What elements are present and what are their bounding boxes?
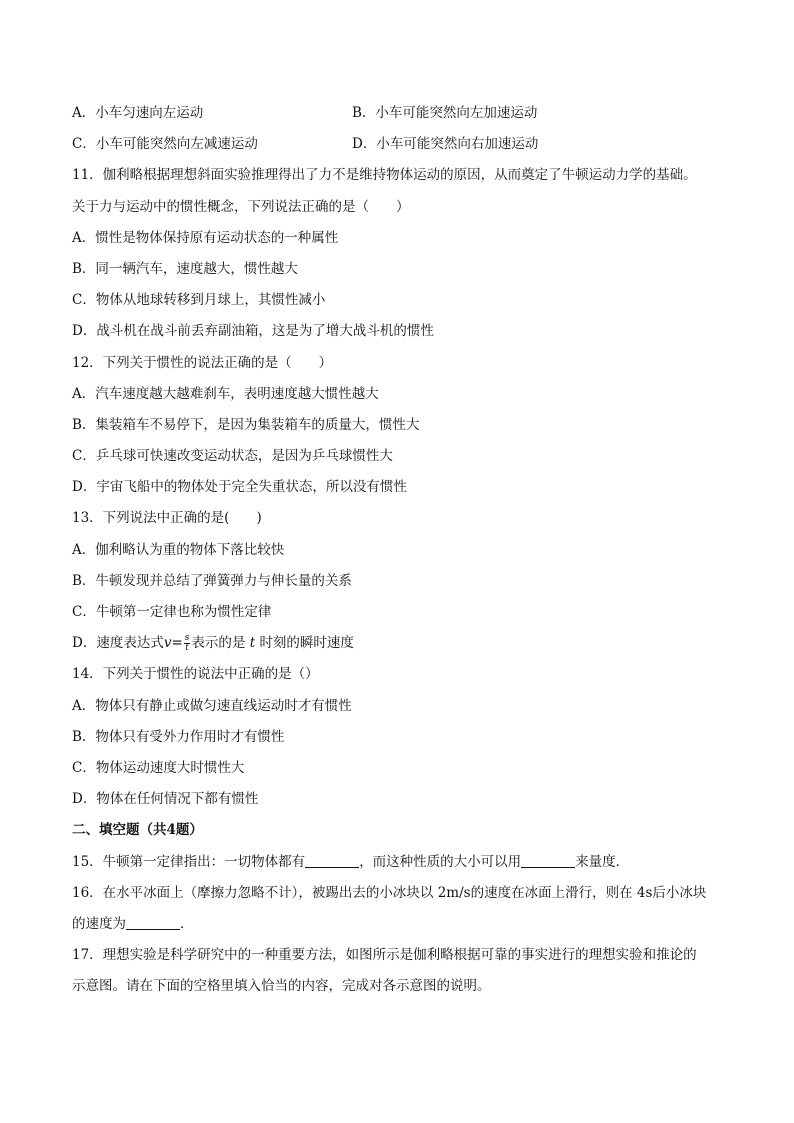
q10-option-d: D．小车可能突然向右加速运动 [352, 136, 539, 153]
formula-t: t [249, 635, 256, 652]
section-heading-fill-in: 二、填空题（共4题） [72, 822, 203, 839]
q10-options-row-2 [72, 129, 732, 160]
q12-option-c: C．乒乓球可快速改变运动状态，是因为乒乓球惯性大 [72, 448, 393, 465]
q10-option-b: B．小车可能突然向左加速运动 [352, 105, 538, 121]
formula-fraction [184, 634, 191, 653]
q13-option-d-prefix: D．速度表达式 [72, 635, 164, 652]
q11-option-c: C．物体从地球转移到月球上，其惯性减小 [72, 292, 326, 309]
fraction-denominator: t [185, 643, 189, 654]
q11-option-d: D．战斗机在战斗前丢弃副油箱，这是为了增大战斗机的惯性 [72, 323, 434, 340]
q11-stem-line-2: 关于力与运动中的惯性概念，下列说法正确的是（ ） [72, 198, 410, 215]
q15-blank-1[interactable] [305, 853, 359, 868]
q16-line-2-end: ． [180, 915, 194, 932]
q13-option-a: A．伽利略认为重的物体下落比较快 [72, 541, 285, 558]
fraction-numerator: s [184, 633, 190, 644]
q13-option-d [72, 628, 732, 659]
q12-stem: 12．下列关于惯性的说法正确的是（ ） [72, 354, 333, 371]
q13-option-d-suffix: 时刻的瞬时速度 [259, 635, 354, 652]
q16-line-2-text: 的速度为 [72, 915, 126, 932]
q13-stem: 13．下列说法中正确的是( ) [72, 510, 262, 527]
q15-blank-2[interactable] [521, 853, 575, 868]
document-page [72, 98, 732, 1002]
q11-option-a: A．惯性是物体保持原有运动状态的一种属性 [72, 229, 339, 246]
q14-stem: 14．下列关于惯性的说法中正确的是（） [72, 666, 319, 683]
q10-option-c: C．小车可能突然向左减速运动 [72, 136, 258, 153]
q16-blank[interactable] [126, 915, 180, 930]
q15-part-2: ，而这种性质的大小可以用 [359, 853, 522, 870]
q13-option-b: B．牛顿发现并总结了弹簧弹力与伸长量的关系 [72, 572, 352, 589]
q14-option-a: A．物体只有静止或做匀速直线运动时才有惯性 [72, 697, 352, 714]
q16-line-2 [72, 909, 732, 940]
q14-option-c: C．物体运动速度大时惯性大 [72, 759, 245, 776]
q15-part-1: 15．牛顿第一定律指出：一切物体都有 [72, 853, 306, 870]
q13-option-d-mid: 表示的是 [191, 635, 246, 652]
q11-stem-line-1: 11．伽利略根据理想斜面实验推理得出了力不是维持物体运动的原因，从而奠定了牛顿运动力学的基础。 [72, 167, 697, 184]
formula-equals: = [171, 635, 183, 652]
q15-line [72, 847, 732, 878]
q12-option-a: A．汽车速度越大越难刹车，表明速度越大惯性越大 [72, 385, 379, 402]
formula-v: v [163, 635, 172, 652]
q12-option-d: D．宇宙飞船中的物体处于完全失重状态，所以没有惯性 [72, 479, 407, 496]
q10-options-row-1 [72, 98, 732, 129]
q12-option-b: B．集装箱车不易停下，是因为集装箱车的质量大，惯性大 [72, 416, 420, 433]
q15-part-3: 来量度． [575, 853, 630, 870]
q17-line-2: 示意图。请在下面的空格里填入恰当的内容，完成对各示意图的说明。 [72, 978, 491, 995]
q10-option-a: A．小车匀速向左运动 [72, 105, 204, 121]
q11-option-b: B．同一辆汽车，速度越大，惯性越大 [72, 260, 298, 277]
q16-line-1: 16．在水平冰面上（摩擦力忽略不计），被踢出去的小冰块以 2m/s的速度在冰面上滑行，则在 4s后小冰块 [72, 884, 707, 901]
q14-option-b: B．物体只有受外力作用时才有惯性 [72, 728, 285, 745]
q17-line-1: 17．理想实验是科学研究中的一种重要方法，如图所示是伽利略根据可靠的事实进行的理想实验和推论的 [72, 947, 697, 964]
q14-option-d: D．物体在任何情况下都有惯性 [72, 791, 259, 808]
q13-option-c: C．牛顿第一定律也称为惯性定律 [72, 604, 272, 620]
